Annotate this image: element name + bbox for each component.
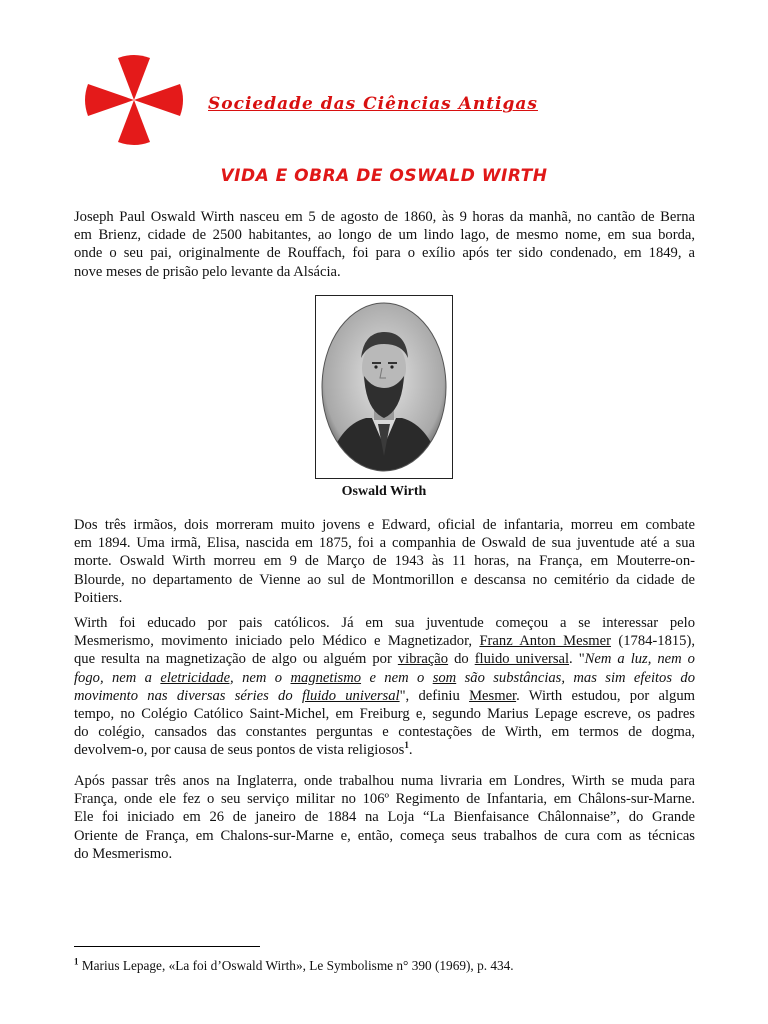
text-line	[74, 552, 695, 570]
paragraph-3	[74, 614, 695, 760]
text-line: em 1894. Uma irmã, Elisa, nascida em 1875, foi a companhia de Oswald de sua juventude até a sua	[74, 535, 695, 552]
text-line: do Mesmerismo.	[74, 845, 173, 862]
text-segment: Oswald Wirth morreu em 9 de Março de 1943 às 11 horas, na França, em Mouterre-on-	[119, 553, 695, 570]
text-line: em Brienz, cidade de 2500 habitantes, ao longo de um lindo lago, de mesmo nome, em sua borda,	[74, 227, 695, 244]
text-segment: do	[454, 651, 469, 668]
text-segment: devolvem-o, por causa de seus pontos de vista religiosos	[74, 742, 405, 759]
paragraph-4	[74, 772, 695, 863]
text-segment: .	[408, 742, 413, 759]
text-segment: (1784-1815),	[618, 633, 695, 650]
text-line: Poitiers.	[74, 589, 123, 606]
text-line: onde o seu pai, originalmente de Rouffach, foi para o exílio após ter sido condenado, em 1849, a	[74, 245, 695, 262]
text-line: Wirth foi educado por pais católicos. Já em sua juventude começou a se interessar pelo	[74, 615, 695, 631]
text-segment: nem o	[242, 669, 283, 686]
text-segment: são substâncias, mas sim efeitos do	[464, 669, 696, 686]
cross-pattee-logo-icon	[84, 54, 184, 146]
text-line: Após passar três anos na Inglaterra, onde trabalhou numa livraria em Londres, Wirth se muda para	[74, 773, 695, 789]
footnote-text: Marius Lepage, «La foi d’Oswald Wirth», Le Symbolisme n° 390 (1969), p. 434.	[78, 958, 514, 973]
text-line: tempo, no Colégio Católico Saint-Michel, em Freiburg e, segundo Marius Lepage escreve, os padres	[74, 706, 695, 723]
text-segment: fogo, nem a	[74, 669, 152, 686]
link-som[interactable]: som	[432, 669, 457, 686]
link-fluido-universal[interactable]: fluido universal	[474, 651, 570, 668]
text-line: do colégio, cansados das constantes perguntas e contestações de Wirth, em termos de dogma,	[74, 724, 695, 741]
text-line	[74, 650, 695, 668]
link-magnetismo[interactable]: magnetismo	[290, 669, 362, 686]
society-name: Sociedade das Ciências Antigas	[208, 94, 538, 114]
text-line: Oriente de França, em Chalons-sur-Marne e, então, começa seus trabalhos de cura com as técnicas	[74, 827, 695, 844]
portrait-oval-image	[316, 296, 452, 478]
link-eletricidade[interactable]: eletricidade,	[160, 669, 234, 686]
text-line: França, onde ele fez o seu serviço militar no 106º Regimento de Infantaria, em Châlons-sur-Marne.	[74, 791, 695, 808]
text-segment: movimento nas diversas séries do	[74, 687, 293, 704]
text-segment: morte.	[74, 553, 112, 570]
link-fluido-universal-2[interactable]: fluido universal	[301, 687, 400, 704]
text-line: Blourde, no departamento de Vienne ao sul de Montmorillon e descansa no cemitério da cidade de	[74, 571, 695, 588]
text-line	[74, 632, 695, 650]
paragraph-2	[74, 516, 695, 607]
footnote-divider	[74, 946, 260, 947]
page-title: VIDA E OBRA DE OSWALD WIRTH	[220, 166, 548, 186]
text-segment: . "	[569, 651, 585, 668]
text-line	[74, 669, 695, 687]
text-segment: Nem a luz, nem o	[584, 651, 695, 668]
text-line: Joseph Paul Oswald Wirth nasceu em 5 de agosto de 1860, às 9 horas da manhã, no cantão de Berna	[74, 209, 695, 225]
link-franz-anton-mesmer[interactable]: Franz Anton Mesmer	[479, 633, 611, 650]
footnote	[74, 958, 514, 974]
photo-caption: Oswald Wirth	[341, 484, 427, 499]
text-line	[74, 687, 695, 705]
link-vibracao[interactable]: vibração	[397, 651, 449, 668]
footnote-reference[interactable]: 1	[404, 740, 409, 751]
text-line: Ele foi iniciado em 26 de janeiro de 1884 na Loja “La Bienfaisance Châlonnaise”, do Grande	[74, 809, 695, 826]
footnote-mark: 1	[74, 956, 79, 967]
text-segment: ", definiu	[399, 687, 460, 704]
text-segment: Mesmerismo, movimento iniciado pelo Médico e Magnetizador,	[74, 633, 473, 650]
text-line	[74, 741, 695, 759]
text-segment: e nem o	[369, 669, 425, 686]
text-segment: . Wirth estudou, por algum	[516, 687, 695, 704]
paragraph-1	[74, 208, 695, 281]
portrait-photo	[315, 295, 453, 479]
link-mesmer[interactable]: Mesmer	[469, 687, 517, 704]
text-line: Dos três irmãos, dois morreram muito jovens e Edward, oficial de infantaria, morreu em combate	[74, 517, 695, 533]
text-segment: que resulta na magnetização de algo ou alguém por	[74, 651, 392, 668]
text-line: nove meses de prisão pelo levante da Alsácia.	[74, 263, 341, 280]
